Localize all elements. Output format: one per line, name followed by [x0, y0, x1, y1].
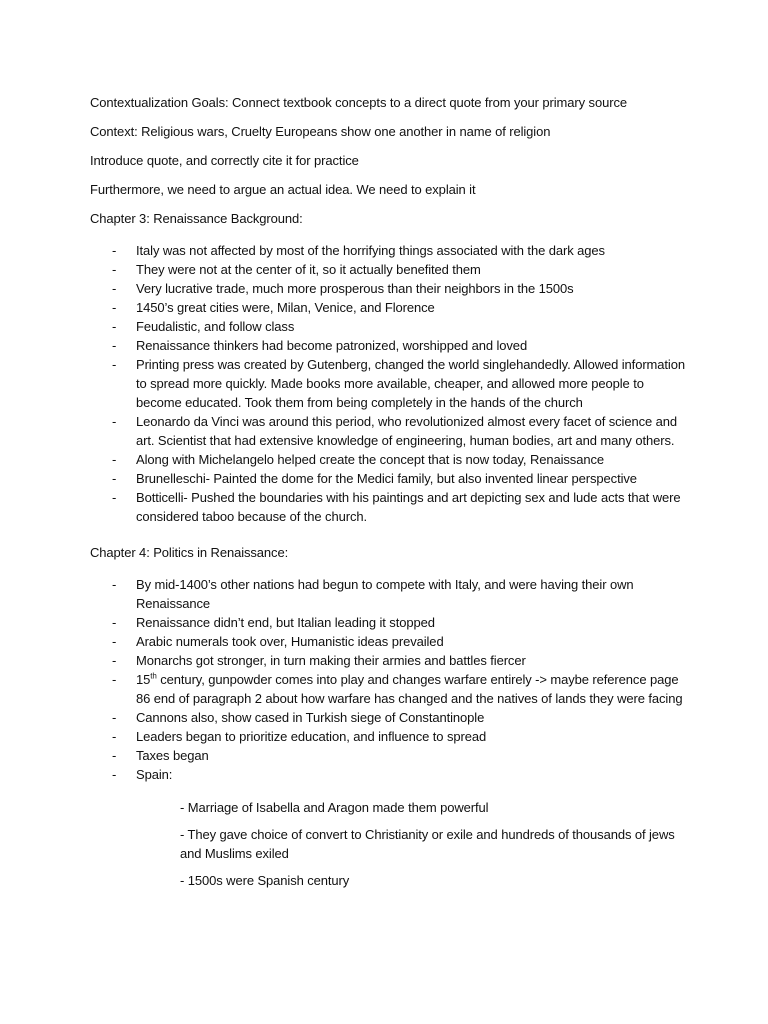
list-item: - They were not at the center of it, so it actually benefited them [112, 262, 481, 277]
list-item: - Brunelleschi- Painted the dome for the Medici family, but also invented linear perspective [112, 471, 637, 486]
intro-quote: Introduce quote, and correctly cite it for practice [90, 153, 359, 168]
spain-marriage: - Marriage of Isabella and Aragon made them powerful [180, 800, 489, 815]
list-item: - Leaders began to prioritize education, and influence to spread [112, 729, 487, 744]
list-item: - Printing press was created by Gutenberg, changed the world singlehandedly. Allowed information to spread more quickly. Made books more available, cheaper, and allowed more people to become educated. Took them from being completely in the hands of the church [112, 357, 685, 410]
intro-argue: Furthermore, we need to argue an actual idea. We need to explain it [90, 182, 476, 197]
spain-century: - 1500s were Spanish century [180, 873, 350, 888]
list-item: - Cannons also, show cased in Turkish siege of Constantinople [112, 710, 485, 725]
list-item: - Monarchs got stronger, in turn making their armies and battles fiercer [112, 653, 526, 668]
list-item: - By mid-1400’s other nations had begun to compete with Italy, and were having their own Renaissance [112, 577, 634, 611]
list-item: - Italy was not affected by most of the horrifying things associated with the dark ages [112, 243, 605, 258]
intro-goals: Contextualization Goals: Connect textbook concepts to a direct quote from your primary source [90, 95, 627, 110]
chapter4-list [90, 575, 690, 784]
document-body [90, 93, 690, 890]
list-item: - Leonardo da Vinci was around this period, who revolutionized almost every facet of science and art. Scientist that had extensive knowledge of engineering, human bodies, art and many others. [112, 414, 678, 448]
list-item: - Arabic numerals took over, Humanistic ideas prevailed [112, 634, 444, 649]
list-item: - 15th century, gunpowder comes into play and changes warfare entirely -> maybe reference page 86 end of paragraph 2 about how warfare has changed and the natives of lands they were facing [112, 671, 683, 706]
list-item: - Feudalistic, and follow class [112, 319, 295, 334]
list-item: - Renaissance didn’t end, but Italian leading it stopped [112, 615, 435, 630]
chapter4-heading: Chapter 4: Politics in Renaissance: [90, 545, 289, 560]
chapter3-list [90, 241, 690, 526]
list-item: - Renaissance thinkers had become patronized, worshipped and loved [112, 338, 528, 353]
list-item: - Very lucrative trade, much more prosperous than their neighbors in the 1500s [112, 281, 574, 296]
list-item: - Botticelli- Pushed the boundaries with his paintings and art depicting sex and lude acts that were considered taboo because of the church. [112, 490, 681, 524]
list-item: - Spain: [112, 767, 173, 782]
intro-context: Context: Religious wars, Cruelty Europeans show one another in name of religion [90, 124, 551, 139]
list-item: - 1450’s great cities were, Milan, Venice, and Florence [112, 300, 435, 315]
list-item: - Along with Michelangelo helped create the concept that is now today, Renaissance [112, 452, 604, 467]
list-item: - Taxes began [112, 748, 209, 763]
spain-exile: - They gave choice of convert to Christianity or exile and hundreds of thousands of jews and Muslims exiled [180, 827, 675, 861]
chapter3-heading: Chapter 3: Renaissance Background: [90, 211, 303, 226]
